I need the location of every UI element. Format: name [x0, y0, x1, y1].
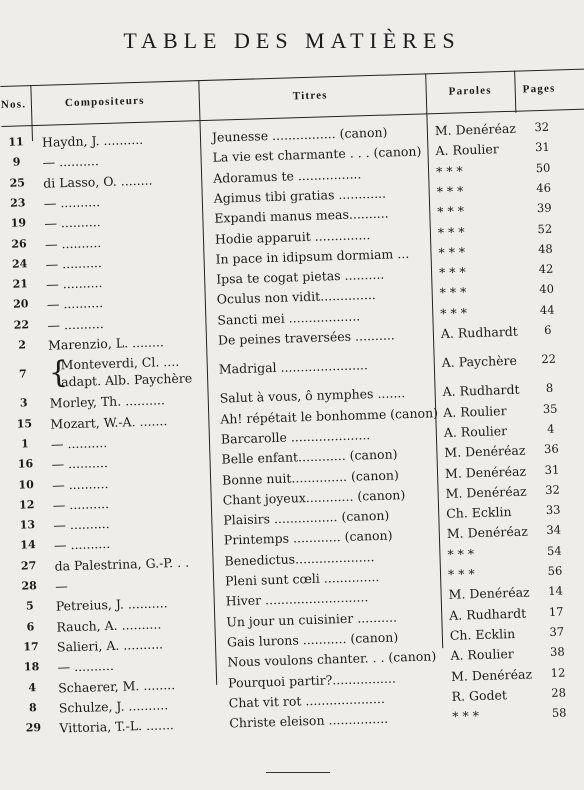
row-number: 23	[9, 196, 26, 210]
lyricist: * * *	[452, 708, 480, 724]
page-number: 54	[546, 543, 562, 558]
page-number: 22	[541, 351, 557, 367]
row-number: 5	[25, 599, 34, 613]
brace-icon: {	[48, 355, 69, 391]
row-number: 25	[9, 175, 26, 190]
row-number: 19	[10, 216, 27, 230]
composer-name: Rauch, A. ..........	[56, 616, 162, 635]
lyricist: A. Roulier	[435, 141, 500, 159]
lyricist: Ch. Ecklin	[449, 625, 516, 643]
page-number: 8	[545, 381, 554, 396]
song-title: Hodie apparuit ..............	[214, 226, 371, 247]
row-number: 14	[20, 538, 36, 552]
composer-name: — ..........	[53, 516, 110, 533]
lyricist: M. Denéréaz	[450, 665, 533, 684]
page-number: 37	[549, 624, 565, 639]
page-number: 32	[545, 482, 561, 497]
footer-rule	[266, 772, 330, 773]
composer-name: Marenzio, L. ........	[47, 334, 165, 353]
song-title: Adoramus te ................	[212, 165, 362, 186]
page-number: 17	[548, 604, 564, 619]
lyricist: A. Roulier	[443, 423, 508, 440]
composer-name: — ..........	[57, 658, 115, 675]
row-number: 3	[19, 396, 28, 410]
page-number: 42	[538, 261, 554, 277]
page-number: 38	[549, 644, 565, 660]
song-title: Ah! répétait le bonhomme (canon)	[220, 404, 439, 427]
header-paroles: Paroles	[448, 84, 492, 98]
page-number: 12	[550, 664, 566, 680]
page-number: 6	[543, 322, 552, 337]
lyricist: M. Denéréaz	[446, 523, 529, 542]
row-number: 26	[11, 236, 27, 251]
page-number: 34	[546, 522, 562, 538]
row-number: 6	[26, 619, 35, 634]
lyricist: A. Rudhardt	[449, 605, 527, 623]
composer-name: — ..........	[50, 434, 108, 452]
page-number: 56	[547, 563, 563, 578]
composer-name: — ..........	[51, 475, 109, 493]
lyricist: A. Roulier	[443, 402, 507, 420]
lyricist: * * *	[447, 545, 475, 562]
page-number: 36	[543, 441, 559, 457]
row-number: 21	[12, 277, 29, 291]
lyricist: * * *	[438, 244, 466, 260]
lyricist: M. Denéréaz	[448, 584, 530, 603]
page-number: 33	[545, 502, 561, 518]
row-number: 16	[17, 457, 34, 471]
song-title: Bonne nuit.............. (canon)	[221, 466, 400, 488]
row-number: 20	[12, 297, 29, 312]
composer-name: Schaerer, M. ........	[58, 676, 176, 696]
page-number: 28	[551, 685, 567, 700]
song-title: Hiver ..........................	[225, 589, 369, 609]
composer-name: — ..........	[53, 536, 111, 553]
row-number: 12	[18, 497, 35, 512]
song-title: Sancti mei ..................	[217, 308, 361, 328]
song-title: Salut à vous, ô nymphes .......	[219, 385, 406, 406]
song-title: Jeunesse ................ (canon)	[211, 124, 388, 145]
song-title: Madrigal ......................	[218, 357, 369, 377]
header-top-rule	[0, 69, 584, 87]
row-number: 24	[11, 257, 28, 271]
composer-name: — ..........	[45, 254, 103, 272]
composer-name: —	[54, 578, 68, 594]
composer-adaptation: adapt. Alb. Paychère	[60, 370, 193, 390]
lyricist: * * *	[447, 566, 475, 582]
composer-name: — ..........	[52, 495, 110, 513]
page-number: 31	[534, 140, 550, 155]
composer-name: — ..........	[47, 315, 104, 333]
lyricist: Ch. Ecklin	[446, 504, 512, 522]
row-number: 17	[23, 639, 39, 654]
composer-name: — ..........	[42, 153, 100, 171]
lyricist: M. Denéréaz	[444, 442, 526, 461]
song-title: Oculus non vidit..............	[216, 287, 376, 308]
header-nos: Nos.	[0, 98, 27, 111]
lyricist: * * *	[436, 183, 464, 199]
row-number: 1	[20, 437, 30, 451]
lyricist: A. Rudhardt	[440, 323, 519, 342]
page-number: 46	[536, 180, 552, 196]
song-title: Christe eleison ...............	[229, 710, 389, 731]
lyricist: * * *	[435, 162, 463, 179]
song-title: La vie est charmante . . . (canon)	[212, 143, 422, 166]
lyricist: A. Paychère	[441, 353, 518, 371]
row-number: 10	[18, 477, 35, 492]
composer-name: — ..........	[46, 275, 103, 292]
row-number: 2	[18, 338, 27, 352]
song-title: Pourquoi partir?................	[227, 670, 397, 690]
song-title: Ipsa te cogat pietas ..........	[215, 266, 385, 287]
row-number: 8	[28, 700, 37, 715]
column-divider	[514, 71, 516, 113]
composer-name: Haydn, J. ..........	[41, 131, 144, 150]
row-number: 29	[25, 721, 42, 735]
song-title: Un jour un cuisinier ..........	[226, 609, 398, 630]
song-title: Printemps ............ (canon)	[223, 527, 393, 548]
lyricist: M. Denéréaz	[444, 463, 527, 481]
song-title: Chant joyeux............ (canon)	[222, 486, 406, 508]
row-number: 11	[8, 135, 24, 149]
page-number: 44	[539, 302, 555, 317]
row-number: 7	[18, 367, 27, 381]
song-title: Plaisirs ................ (canon)	[223, 507, 390, 528]
composer-name: Salieri, A. ..........	[56, 636, 164, 655]
lyricist: * * *	[438, 264, 467, 281]
row-number: 18	[23, 660, 40, 674]
composer-name: Monteverdi, Cl. ....	[60, 354, 180, 373]
header-pages: Pages	[522, 82, 556, 96]
song-title: In pace in idipsum dormiam ...	[215, 245, 410, 267]
composer-name: — ..........	[46, 295, 104, 313]
lyricist: M. Denéréaz	[434, 120, 517, 139]
row-number: 27	[20, 558, 37, 573]
composer-name: Schulze, J. ..........	[58, 697, 169, 716]
composer-name: — ..........	[43, 193, 101, 211]
lyricist: * * *	[437, 223, 465, 240]
lyricist: * * *	[440, 304, 468, 321]
contents-table	[0, 57, 584, 736]
song-title: Barcarolle ....................	[220, 427, 371, 447]
page-number: 40	[539, 282, 555, 297]
song-title: Agimus tibi gratias ............	[213, 185, 387, 206]
row-number: 9	[12, 155, 21, 169]
column-divider	[30, 85, 33, 141]
composer-name: Vittoria, T.-L. .......	[59, 717, 175, 736]
page-title: TABLE DES MATIÈRES	[123, 28, 461, 53]
song-title: De peines traversées ..........	[217, 327, 395, 348]
page-number: 50	[535, 160, 551, 175]
row-number: 28	[21, 579, 38, 593]
song-title: Expandi manus meas..........	[214, 205, 389, 226]
page-number: 58	[551, 705, 567, 720]
row-number: 15	[16, 416, 33, 431]
page-number: 14	[548, 583, 564, 599]
row-number: 22	[13, 317, 30, 332]
header-titres: Titres	[292, 89, 328, 103]
composer-name: — ..........	[51, 455, 109, 472]
row-number: 4	[28, 680, 37, 694]
composer-name: di Lasso, O. ........	[43, 172, 153, 191]
composer-name: Morley, Th. ..........	[49, 392, 166, 411]
composer-name: — ..........	[44, 214, 101, 231]
song-title: Gais lurons ........... (canon)	[226, 629, 399, 650]
page-number: 39	[536, 200, 552, 216]
page-number: 35	[542, 401, 558, 416]
lyricist: R. Godet	[451, 687, 508, 704]
page-number: 32	[534, 119, 550, 135]
song-title: Belle enfant............ (canon)	[221, 446, 398, 467]
song-title: Benedictus....................	[224, 548, 375, 569]
composer-name: — ..........	[44, 234, 102, 252]
song-title: Chat vit rot ....................	[228, 690, 386, 711]
composer-name: da Palestrina, G.-P. . .	[54, 554, 190, 574]
song-title: Nous voulons chanter. . . (canon)	[227, 648, 437, 670]
page-number: 31	[544, 462, 560, 477]
header-compositeurs: Compositeurs	[64, 94, 145, 110]
composer-name: Petreius, J. ..........	[55, 595, 168, 614]
lyricist: A. Rudhardt	[442, 382, 520, 400]
lyricist: * * *	[437, 203, 465, 220]
page-number: 52	[537, 221, 553, 236]
lyricist: A. Roulier	[450, 646, 514, 664]
lyricist: M. Denéréaz	[445, 483, 527, 501]
song-title: Pleni sunt cœli ..............	[224, 568, 380, 589]
page-number: 4	[546, 421, 555, 436]
row-number: 13	[19, 518, 36, 532]
lyricist: * * *	[439, 284, 467, 301]
composer-name: Mozart, W.-A. .......	[50, 412, 168, 432]
page-number: 48	[537, 241, 553, 256]
